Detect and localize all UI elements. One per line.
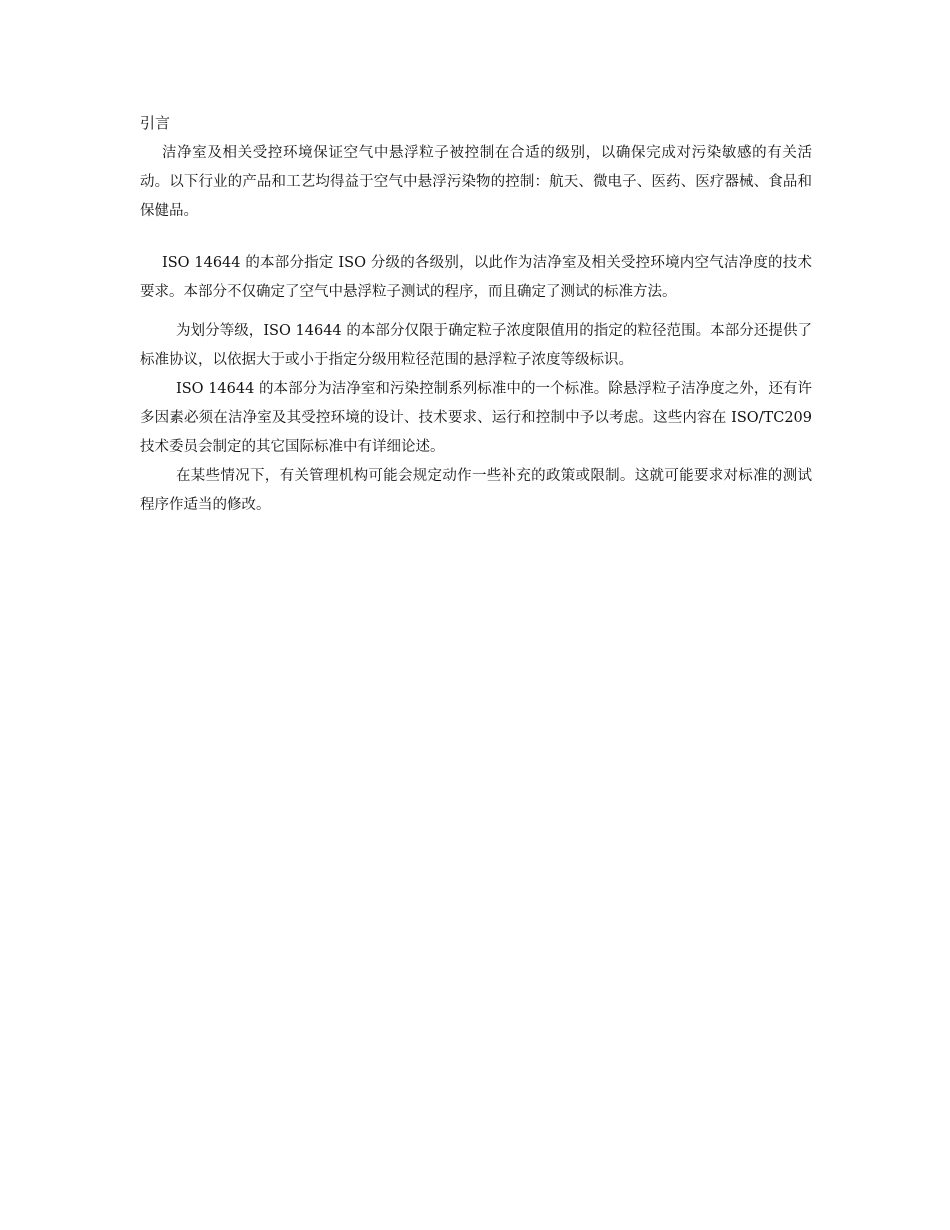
paragraph-regulations: 在某些情况下，有关管理机构可能会规定动作一些补充的政策或限制。这就可能要求对标准的测试程序作适当的修改。	[140, 468, 812, 513]
paragraph-particle-size: 为划分等级，ISO 14644 的本部分仅限于确定粒子浓度限值用的指定的粒径范围。本部分还提供了标准协议，以依据大于或小于指定分级用粒径范围的悬浮粒子浓度等级标识。	[140, 323, 812, 368]
section-heading: 引言	[140, 114, 171, 132]
paragraph-series: ISO 14644 的本部分为洁净室和污染控制系列标准中的一个标准。除悬浮粒子洁净度之外，还有许多因素必须在洁净室及其受控环境的设计、技术要求、运行和控制中予以考虑。这些内容在 ISO/TC209 技术委员会制定的其它国际标准中有详细论述。	[140, 381, 812, 455]
paragraph-intro: 洁净室及相关受控环境保证空气中悬浮粒子被控制在合适的级别，以确保完成对污染敏感的有关活动。以下行业的产品和工艺均得益于空气中悬浮污染物的控制：航天、微电子、医药、医疗器械、食品和保健品。	[140, 145, 812, 219]
paragraph-classification: ISO 14644 的本部分指定 ISO 分级的各级别，以此作为洁净室及相关受控环境内空气洁净度的技术要求。本部分不仅确定了空气中悬浮粒子测试的程序，而且确定了测试的标准方法。	[140, 255, 812, 300]
document-body	[140, 111, 812, 520]
